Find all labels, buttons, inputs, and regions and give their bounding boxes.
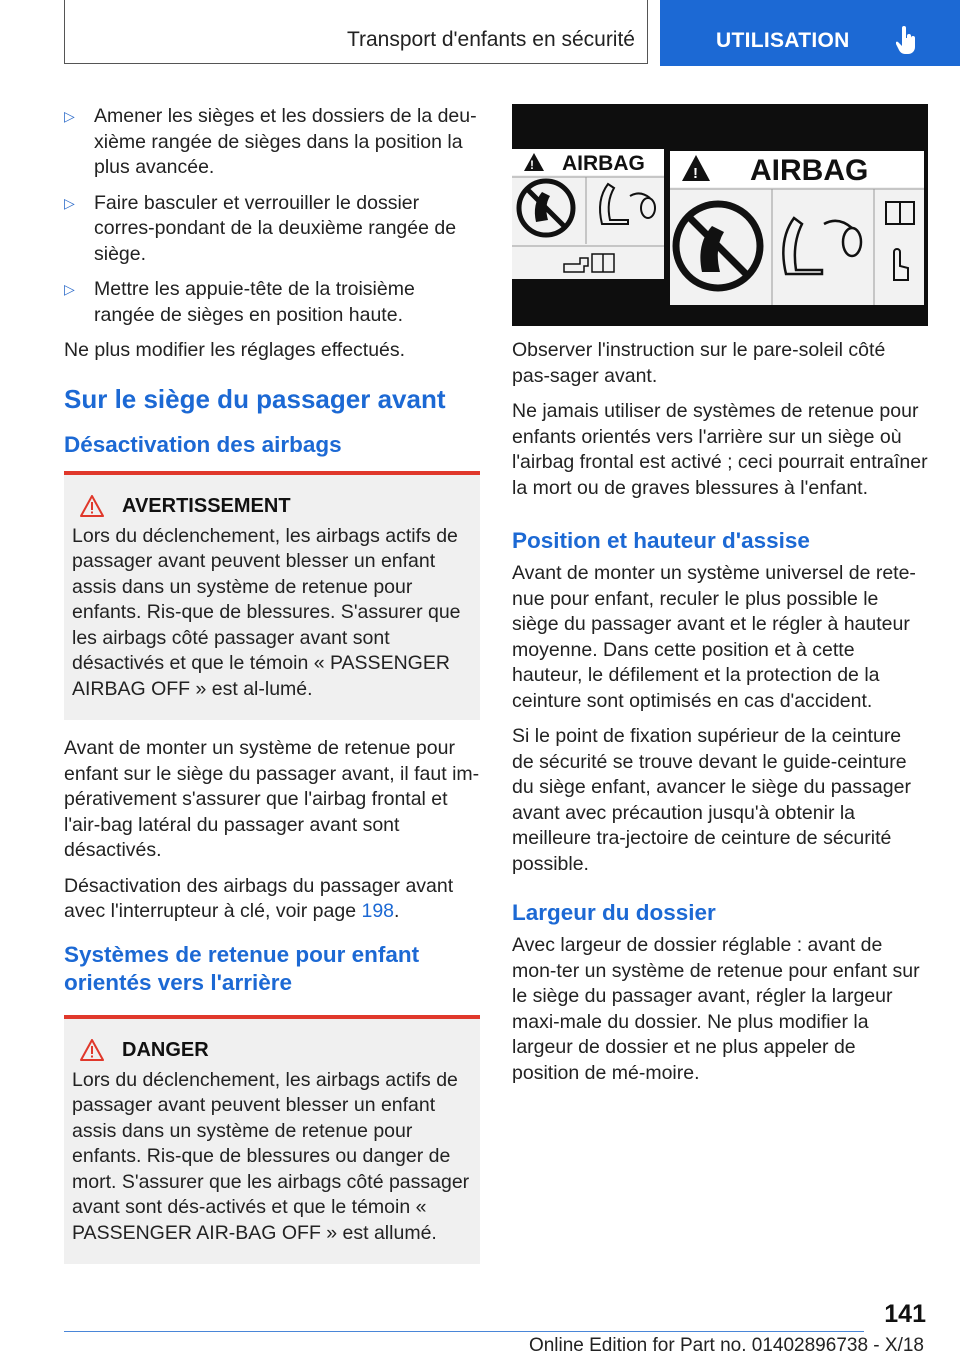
page-link[interactable]: 198 xyxy=(361,900,395,922)
heading-backrest-width: Largeur du dossier xyxy=(512,900,716,925)
warning-notice xyxy=(64,471,480,721)
danger-text: Lors du déclenchement, les airbags actifs de passager avant peuvent blesser un enfant assis dans un système de retenue pour enfants. Ris-que de blessures ou danger de mort. S'assurer que les airbags côté passager avant sont dés-activés et que le témoin « PASSENGER AIR-BAG OFF » est allumé. xyxy=(72,1068,470,1244)
warning-text: Lors du déclenchement, les airbags actifs de passager avant peuvent blesser un enfant assis dans un système de retenue pour enfants. Ris-que de blessures. S'assurer que les airbags côté passager avant sont désactivés et que le témoin « PASSENGER AIRBAG OFF » est al-lumé. xyxy=(72,524,461,700)
footer-divider xyxy=(64,1331,864,1332)
section-title: UTILISATION xyxy=(716,29,850,52)
svg-text:!: ! xyxy=(693,165,698,182)
heading-seat-position: Position et hauteur d'assise xyxy=(512,528,810,553)
danger-notice xyxy=(64,1015,480,1265)
paragraph: Ne plus modifier les réglages effectués. xyxy=(64,339,406,361)
list-item: ▷ Faire basculer et verrouiller le dossier corres-pondant de la deuxième rangée de siège. xyxy=(64,191,457,265)
heading-airbag-deactivation: Désactivation des airbags xyxy=(64,431,342,457)
svg-text:!: ! xyxy=(530,158,534,172)
left-column xyxy=(64,104,480,1280)
paragraph: Ne jamais utiliser de systèmes de retenue pour enfants orientés vers l'arrière sur un siège où l'airbag frontal est activé ; ceci pourrait entraîner la mort ou de graves blessures à l'enfant. xyxy=(512,400,928,499)
label-large-text: AIRBAG xyxy=(750,154,869,187)
label-small-text: AIRBAG xyxy=(562,152,645,175)
triangle-bullet-icon: ▷ xyxy=(64,108,75,124)
page-number: 141 xyxy=(884,1300,926,1328)
right-column xyxy=(512,104,928,1096)
paragraph: Avec largeur de dossier réglable : avant de mon-ter un système de retenue pour enfant sur le siège du passager avant, régler la largeur maxi-male du dossier. Ne plus modifier la largeur de dossier et ne plus appeler de position de mé-moire. xyxy=(512,934,920,1084)
paragraph-key-switch: Désactivation des airbags du passager avant avec l'interrupteur à clé, voir page 198. xyxy=(64,874,454,922)
danger-title: DANGER xyxy=(122,1038,209,1061)
warning-triangle-icon xyxy=(80,495,104,517)
list-item: ▷ Amener les sièges et les dossiers de la deu-xième rangée de sièges dans la position la plus avancée. xyxy=(64,105,477,178)
triangle-bullet-icon: ▷ xyxy=(64,281,75,297)
paragraph: Observer l'instruction sur le pare-soleil côté pas-sager avant. xyxy=(512,339,886,387)
paragraph: Avant de monter un système de retenue pour enfant sur le siège du passager avant, il faut im-pérativement s'assurer que l'airbag frontal et l'air-bag latéral du passager avant sont désactivés. xyxy=(64,737,480,861)
airbag-warning-label-image xyxy=(512,104,928,326)
triangle-bullet-icon: ▷ xyxy=(64,194,75,211)
paragraph: Avant de monter un système universel de rete-nue pour enfant, reculer le plus possible le siège du passager avant et le régler à hauteur moyenne. Dans cette position et à cette hauteur, le défilement et la protection de la ceinture sont optimisés en cas d'accident. xyxy=(512,562,916,712)
header-chapter-box xyxy=(64,0,648,64)
heading-passenger-seat: Sur le siège du passager avant xyxy=(64,383,446,414)
warning-title: AVERTISSEMENT xyxy=(122,494,291,517)
footer-edition: Online Edition for Part no. 01402896738 - X/18 xyxy=(528,1335,924,1356)
list-item: ▷ Mettre les appuie-tête de la troisième rangée de sièges en position haute. xyxy=(64,278,415,326)
hand-pointer-icon xyxy=(896,26,918,54)
paragraph: Si le point de fixation supérieur de la ceinture de sécurité se trouve devant le guide-ceinture du siège enfant, avancer le siège du passager avant avec précaution jusqu'à obtenir la meilleure tra-jectoire de ceinture de sécurité possible. xyxy=(512,725,911,875)
header-section-tab[interactable] xyxy=(660,0,960,66)
heading-rear-facing: Systèmes de retenue pour enfant orientés vers l'arrière xyxy=(64,941,420,995)
warning-triangle-icon xyxy=(80,1039,104,1061)
bullet-list xyxy=(64,104,480,328)
chapter-title: Transport d'enfants en sécurité xyxy=(346,28,635,51)
